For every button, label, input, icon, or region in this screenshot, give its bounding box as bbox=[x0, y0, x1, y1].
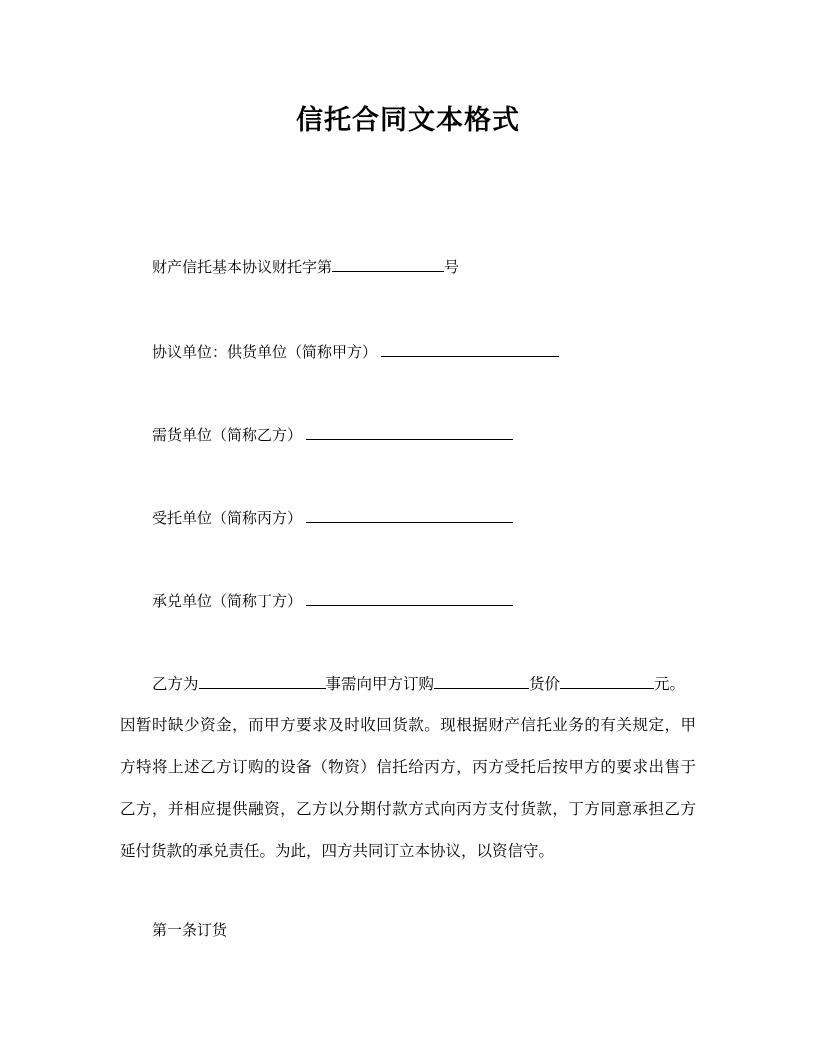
party-c-line bbox=[152, 507, 513, 528]
party-b-label: 需货单位（简称乙方） bbox=[152, 426, 303, 444]
paragraph-line: 延付货款的承兑责任。为此，四方共同订立本协议，以资信守。 bbox=[120, 842, 555, 860]
agreement-number-suffix: 号 bbox=[444, 258, 460, 276]
party-c-blank[interactable] bbox=[306, 507, 513, 523]
goods-blank[interactable] bbox=[434, 673, 529, 689]
paragraph-line: 方特将上述乙方订购的设备（物资）信托给丙方，丙方受托后按甲方的要求出售于 bbox=[120, 758, 696, 776]
party-a-blank[interactable] bbox=[381, 341, 559, 357]
party-a-label: 协议单位：供货单位（简称甲方） bbox=[152, 343, 378, 361]
paragraph-line bbox=[120, 673, 696, 715]
price-blank[interactable] bbox=[560, 673, 654, 689]
agreement-number-blank[interactable] bbox=[332, 256, 444, 272]
paragraph-text: 货价 bbox=[529, 675, 561, 693]
paragraph-text: 乙方为 bbox=[152, 675, 199, 693]
party-b-blank[interactable] bbox=[306, 424, 513, 440]
article-1-heading: 第一条订货 bbox=[152, 921, 228, 939]
party-c-label: 受托单位（简称丙方） bbox=[152, 509, 303, 527]
purpose-blank[interactable] bbox=[199, 673, 326, 689]
party-b-line bbox=[152, 424, 513, 445]
paragraph-line: 乙方，并相应提供融资，乙方以分期付款方式向丙方支付货款，丁方同意承担乙方 bbox=[120, 800, 696, 818]
paragraph-text: 元。 bbox=[654, 675, 686, 693]
preamble-paragraph bbox=[120, 673, 696, 883]
document-title: 信托合同文本格式 bbox=[296, 105, 520, 136]
paragraph-line: 因暂时缺少资金，而甲方要求及时收回货款。现根据财产信托业务的有关规定，甲 bbox=[120, 716, 696, 734]
party-a-line bbox=[152, 341, 559, 362]
paragraph-text: 事需向甲方订购 bbox=[325, 675, 435, 693]
party-d-line bbox=[152, 590, 513, 611]
agreement-number-prefix: 财产信托基本协议财托字第 bbox=[152, 258, 333, 276]
agreement-number-line bbox=[152, 256, 459, 277]
party-d-blank[interactable] bbox=[306, 590, 513, 606]
party-d-label: 承兑单位（简称丁方） bbox=[152, 592, 303, 610]
